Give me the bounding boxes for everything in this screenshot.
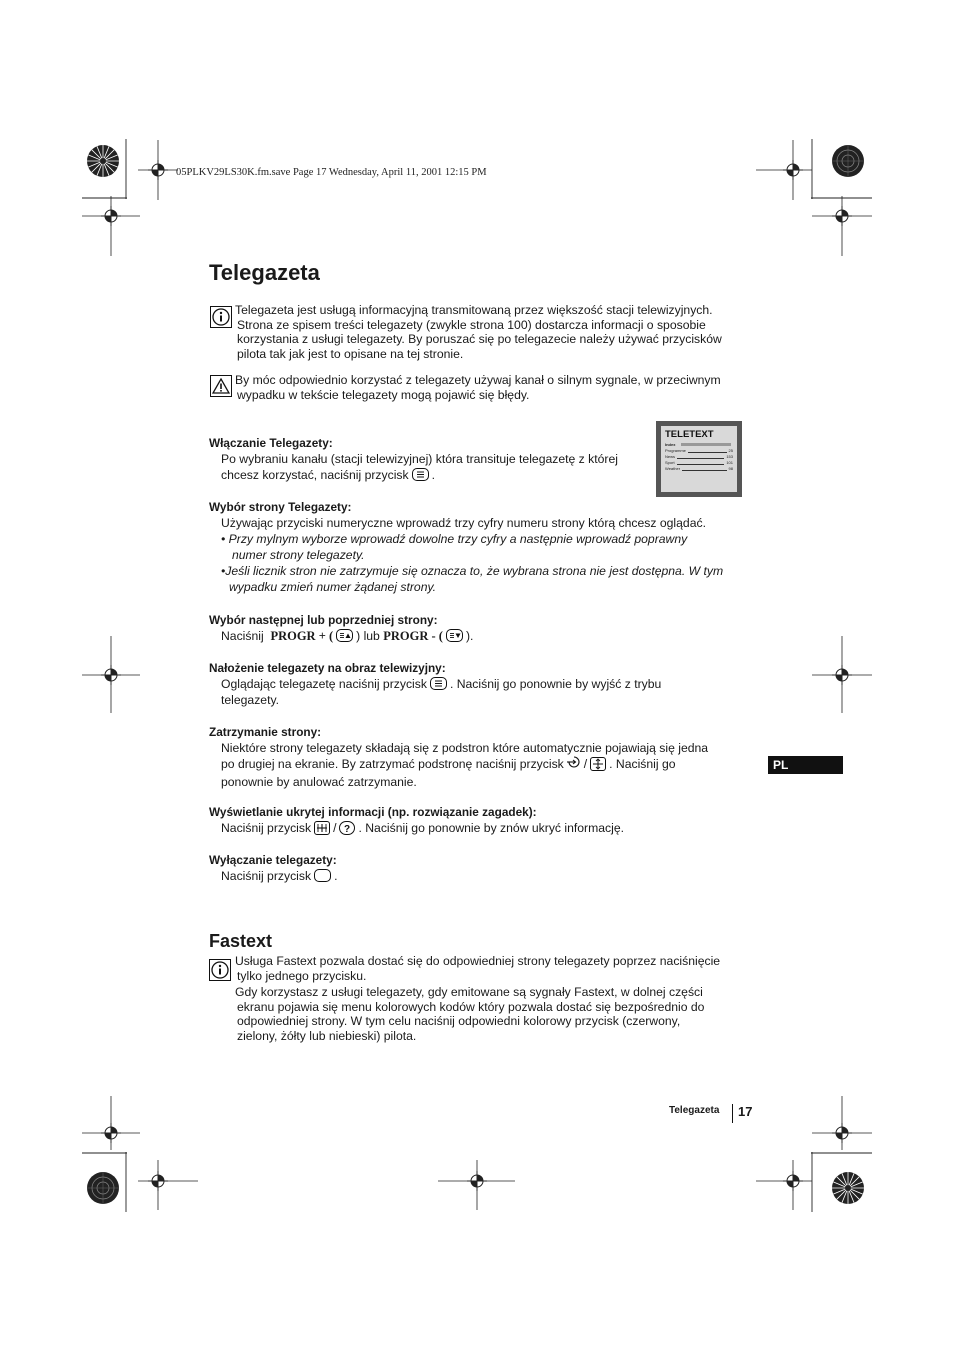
warning-note-text: [235, 373, 755, 402]
section-body-next-prev: [221, 628, 746, 644]
page-down-button-icon: [446, 629, 463, 642]
section-body-reveal: [221, 820, 746, 836]
info-note-line: korzystania z usługi telegazety. By poruszać się po telegazecie należy używać przycisków: [237, 332, 722, 346]
teletext-row: News 153: [665, 454, 733, 459]
fastext-line: Gdy korzystasz z usługi telegazety, gdy emitowane są sygnały Fastext, w dolnej części: [235, 985, 703, 999]
bullet-line: wypadku zmień numer żądanej strony.: [229, 580, 437, 594]
fastext-text: [235, 954, 755, 1043]
teletext-row: Weather 98: [665, 466, 733, 471]
body-line: ponownie by anulować zatrzymanie.: [221, 775, 417, 789]
body-line: chcesz korzystać, naciśnij przycisk .: [221, 468, 435, 482]
info-icon: [209, 959, 231, 981]
section-heading-select-page: Wybór strony Telegazety:: [209, 500, 352, 514]
tv-button-icon: [314, 869, 331, 882]
language-tab: PL: [768, 756, 843, 774]
body-line: Oglądając telegazetę naciśnij przycisk . Naciśnij go ponownie by wyjść z trybu: [221, 677, 662, 691]
teletext-row: Sport 101: [665, 460, 733, 465]
section-heading-next-prev: Wybór następnej lub poprzedniej strony:: [209, 613, 438, 627]
footer-section-name: Telegazeta: [669, 1105, 720, 1116]
body-line: Niektóre strony telegazety składają się z podstron które automatycznie pojawiają się jedna: [221, 741, 709, 755]
section-heading-reveal: Wyświetlanie ukrytej informacji (np. rozwiązanie zagadek):: [209, 805, 537, 819]
section-body-hold: [221, 740, 746, 790]
fastext-line: ekranu pojawia się menu kolorowych kodów który pozwala dostać się bezpośrednio do: [237, 999, 705, 1014]
section-heading-hold: Zatrzymanie strony:: [209, 725, 322, 739]
info-note-line: Telegazeta jest usługą informacyjną transmitowaną przez większość stacji telewizyjnych.: [235, 303, 713, 317]
warning-note-line: wypadku w tekście telegazety mogą pojawić się błędy.: [237, 387, 530, 402]
hold-enter-icon: [566, 755, 582, 773]
fastext-line: odpowiedniej strony. W tym celu naciśnij odpowiedni kolorowy przycisk (czerwony,: [237, 1014, 681, 1028]
page-title: Telegazeta: [209, 260, 320, 285]
body-line: Naciśnij przycisk / ? . Naciśnij go ponownie by znów ukryć informację.: [221, 821, 625, 835]
bullet-line: numer strony telegazety.: [232, 548, 365, 562]
footer-divider: [732, 1104, 733, 1123]
reveal-question-button-icon: [339, 821, 355, 835]
body-line: po drugiej na ekranie. By zatrzymać podstronę naciśnij przycisk / . Naciśnij go: [221, 756, 746, 774]
reveal-plus-button-icon: [314, 821, 330, 835]
warning-note-line: By móc odpowiednio korzystać z telegazety używaj kanał o silnym sygnale, w przeciwnym: [235, 373, 721, 387]
file-info-header: 05PLKV29LS30K.fm.save Page 17 Wednesday, April 11, 2001 12:15 PM: [176, 167, 487, 178]
hold-button-icon: [590, 757, 606, 771]
info-note-line: pilota tak jak jest to opisane na tej stronie.: [237, 346, 464, 361]
svg-text:?: ?: [344, 823, 351, 834]
fastext-line: Usługa Fastext pozwala dostać się do odpowiedniej strony telegazety poprzez naciśnięcie: [235, 954, 721, 968]
fastext-title: Fastext: [209, 931, 273, 951]
info-icon: [210, 306, 232, 328]
body-line: Naciśnij przycisk .: [221, 869, 338, 883]
teletext-button-icon: [412, 468, 429, 481]
section-body-turn-off: [221, 868, 746, 884]
teletext-button-icon: [430, 677, 447, 690]
info-note-text: [235, 303, 755, 361]
bullet-line: •Jeśli licznik stron nie zatrzymuje się oznacza to, że wybrana strona nie jest dostępna. W tym: [221, 564, 724, 578]
teletext-row: Programme 25: [665, 448, 733, 453]
teletext-screen-illustration: [656, 421, 742, 497]
info-note-line: Strona ze spisem treści telegazety (zwykle strona 100) dostarcza informacji o sposobie: [237, 317, 706, 332]
page-number: 17: [738, 1104, 753, 1119]
fastext-line: tylko jednego przycisku.: [237, 968, 367, 983]
body-line: Naciśnij PROGR + ( ) lub PROGR - ( ).: [221, 629, 474, 643]
teletext-index-label: Index: [665, 442, 676, 447]
section-heading-turn-off: Wyłączanie telegazety:: [209, 853, 337, 867]
body-line: Po wybraniu kanału (stacji telewizyjnej) która transituje telegazetę z której: [221, 452, 618, 466]
section-body-mix: [221, 676, 746, 708]
fastext-line: zielony, żółty lub niebieski) pilota.: [237, 1028, 417, 1043]
teletext-title: TELETEXT: [665, 429, 714, 440]
body-line: Używając przyciski numeryczne wprowadź trzy cyfry numeru strony którą chcesz oglądać.: [221, 516, 706, 530]
teletext-screen: [661, 426, 737, 492]
section-heading-mix: Nałożenie telegazety na obraz telewizyjny:: [209, 661, 446, 675]
section-heading-turn-on: Włączanie Telegazety:: [209, 436, 333, 450]
bullet-line: • Przy mylnym wyborze wprowadź dowolne trzy cyfry a następnie wprowadź poprawny: [221, 532, 688, 546]
section-body-select-page: [221, 515, 746, 595]
body-line: telegazety.: [221, 693, 280, 707]
warning-icon: [210, 375, 232, 397]
page-up-button-icon: [336, 629, 353, 642]
section-body-turn-on: [221, 451, 651, 483]
